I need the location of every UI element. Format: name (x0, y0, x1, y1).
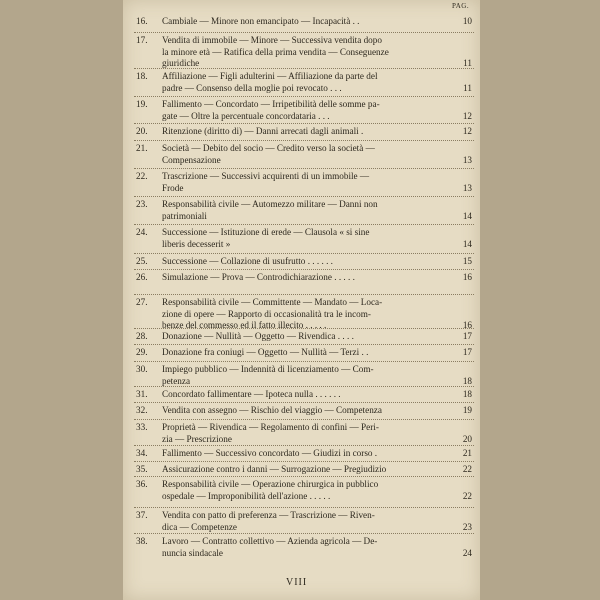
entry-divider (134, 533, 474, 534)
entry-line: liberis decesserit » (162, 238, 231, 249)
entry-line: Successione — Istituzione di erede — Clausola « si sine (162, 227, 370, 237)
entry-line: Trascrizione — Successivi acquirenti di un immobile — (162, 171, 370, 181)
entry-line: padre — Consenso della moglie poi revocato . . . (162, 82, 342, 93)
entry-line: patrimoniali (162, 210, 207, 221)
entry-divider (134, 224, 474, 225)
entry-page-number: 21 (462, 448, 472, 458)
entry-line: gate — Oltre la percentuale concordataria . . . (162, 110, 330, 121)
entry-line: Donazione fra coniugi — Oggetto — Nullità — Terzi . . (162, 347, 369, 357)
entry-number: 24. (136, 227, 148, 237)
entry-number: 37. (136, 510, 148, 520)
entry-divider (134, 96, 474, 97)
entry-line: Ritenzione (diritto di) — Danni arrecati dagli animali . (162, 126, 364, 136)
entry-title (162, 448, 446, 460)
entry-title (162, 35, 446, 70)
page-column-header: PAG. (452, 2, 470, 10)
entry-divider (134, 361, 474, 362)
entry-divider (134, 328, 474, 329)
entry-title (162, 99, 446, 122)
entry-title (162, 71, 446, 94)
page-number-footer: VIII (286, 577, 308, 588)
entry-page-number: 13 (462, 182, 472, 193)
entry-title (162, 364, 446, 387)
entry-line: Vendita con assegno — Rischio del viaggio — Competenza (162, 405, 382, 415)
entry-number: 31. (136, 389, 148, 399)
entry-page-number: 19 (462, 405, 472, 415)
entry-number: 21. (136, 143, 148, 153)
entry-page-number: 14 (462, 210, 472, 221)
entry-number: 18. (136, 71, 148, 81)
entry-divider (134, 461, 474, 462)
entry-number: 17. (136, 35, 148, 45)
entry-title (162, 272, 446, 284)
entry-number: 20. (136, 126, 148, 136)
entry-page-number: 13 (462, 154, 472, 165)
entry-number: 23. (136, 199, 148, 209)
entry-page-number: 23 (462, 521, 472, 532)
entry-number: 19. (136, 99, 148, 109)
entry-number: 29. (136, 347, 148, 357)
entry-page-number: 17 (462, 347, 472, 357)
entry-page-number: 16 (462, 272, 472, 282)
entry-line: dica — Competenze (162, 521, 238, 532)
entry-title (162, 199, 446, 222)
entry-line: giuridiche (162, 58, 200, 69)
entry-title (162, 422, 446, 445)
entry-line: Simulazione — Prova — Controdichiarazione . . . . . (162, 272, 355, 282)
entry-number: 16. (136, 16, 148, 26)
entry-line: Responsabilità civile — Automezzo militare — Danni non (162, 199, 378, 209)
entry-line: nuncia sindacale (162, 547, 223, 558)
entry-number: 27. (136, 297, 148, 307)
entry-divider (134, 476, 474, 477)
entry-line: Proprietà — Rivendica — Regolamento di confini — Peri- (162, 422, 379, 432)
entry-title (162, 405, 446, 417)
entry-line: Compensazione (162, 154, 221, 165)
entry-divider (134, 140, 474, 141)
entry-title (162, 389, 446, 401)
entry-line: petenza (162, 375, 191, 386)
entry-line: Responsabilità civile — Operazione chirurgica in pubblico (162, 479, 379, 489)
entry-line: Lavoro — Contratto collettivo — Azienda agricola — De- (162, 536, 378, 546)
entry-title (162, 126, 446, 138)
entry-title (162, 464, 446, 476)
entry-title (162, 297, 446, 332)
entry-number: 22. (136, 171, 148, 181)
entry-number: 35. (136, 464, 148, 474)
entry-line: Vendita di immobile — Minore — Successiva vendita dopo (162, 35, 382, 45)
entry-divider (134, 196, 474, 197)
entry-page-number: 15 (462, 256, 472, 266)
entry-title (162, 16, 446, 28)
entry-divider (134, 344, 474, 345)
entry-line: zione di opere — Rapporto di occasionalità tra le incom- (162, 308, 371, 319)
entry-line: Vendita con patto di preferenza — Trascrizione — Riven- (162, 510, 375, 520)
entry-number: 36. (136, 479, 148, 489)
entry-title (162, 331, 446, 343)
entry-page-number: 16 (462, 320, 472, 331)
entry-title (162, 256, 446, 268)
entry-divider (134, 445, 474, 446)
entry-page-number: 18 (462, 375, 472, 386)
entry-divider (134, 253, 474, 254)
entry-title (162, 347, 446, 359)
entry-line: Cambiale — Minore non emancipato — Incapacità . . (162, 16, 360, 26)
entry-line: Affiliazione — Figli adulterini — Affiliazione da parte del (162, 71, 378, 81)
entry-page-number: 17 (462, 331, 472, 341)
entry-divider (134, 168, 474, 169)
entry-line: Donazione — Nullità — Oggetto — Rivendica . . . . (162, 331, 354, 341)
entry-page-number: 24 (462, 547, 472, 558)
entry-page-number: 18 (462, 389, 472, 399)
entry-page-number: 14 (462, 238, 472, 249)
entry-number: 25. (136, 256, 148, 266)
entry-number: 34. (136, 448, 148, 458)
entry-line: Impiego pubblico — Indennità di licenziamento — Com- (162, 364, 374, 374)
entry-line: Fallimento — Concordato — Irripetibilità delle somme pa- (162, 99, 380, 109)
entry-title (162, 536, 446, 559)
entry-line: Società — Debito del socio — Credito verso la società — (162, 143, 375, 153)
entry-line: benze del commesso ed il fatto illecito . . . . . (162, 320, 327, 331)
entry-divider (134, 123, 474, 124)
entry-page-number: 12 (462, 126, 472, 136)
entry-page-number: 10 (462, 16, 472, 26)
entry-number: 26. (136, 272, 148, 282)
entry-divider (134, 32, 474, 33)
entry-title (162, 171, 446, 194)
entry-number: 33. (136, 422, 148, 432)
entry-page-number: 22 (462, 464, 472, 474)
entry-page-number: 20 (462, 433, 472, 444)
entry-page-number: 11 (463, 58, 472, 69)
entry-line: ospedale — Improponibilità dell'azione . . . . . (162, 490, 331, 501)
entry-line: Successione — Collazione di usufrutto . . . . . . (162, 256, 333, 266)
entry-title (162, 479, 446, 502)
entry-divider (134, 294, 474, 295)
entry-title (162, 510, 446, 533)
entry-line: Concordato fallimentare — Ipoteca nulla . . . . . . (162, 389, 341, 399)
entry-title (162, 143, 446, 166)
entry-divider (134, 507, 474, 508)
entry-number: 38. (136, 536, 148, 546)
entry-divider (134, 68, 474, 69)
entry-divider (134, 402, 474, 403)
entry-divider (134, 419, 474, 420)
entry-number: 28. (136, 331, 148, 341)
entry-page-number: 22 (462, 490, 472, 501)
entry-page-number: 11 (463, 82, 472, 93)
entry-line: Responsabilità civile — Committente — Mandato — Loca- (162, 297, 383, 307)
entry-number: 30. (136, 364, 148, 374)
entry-line: la minore età — Ratifica della prima vendita — Conseguenze (162, 46, 389, 57)
entry-line: Assicurazione contro i danni — Surrogazione — Pregiudizio (162, 464, 387, 474)
entry-divider (134, 386, 474, 387)
entry-divider (134, 269, 474, 270)
entry-line: Frode (162, 182, 184, 193)
entry-line: Fallimento — Successivo concordato — Giudizi in corso . (162, 448, 378, 458)
entry-number: 32. (136, 405, 148, 415)
entry-page-number: 12 (462, 110, 472, 121)
entry-line: zia — Prescrizione (162, 433, 232, 444)
entry-title (162, 227, 446, 250)
